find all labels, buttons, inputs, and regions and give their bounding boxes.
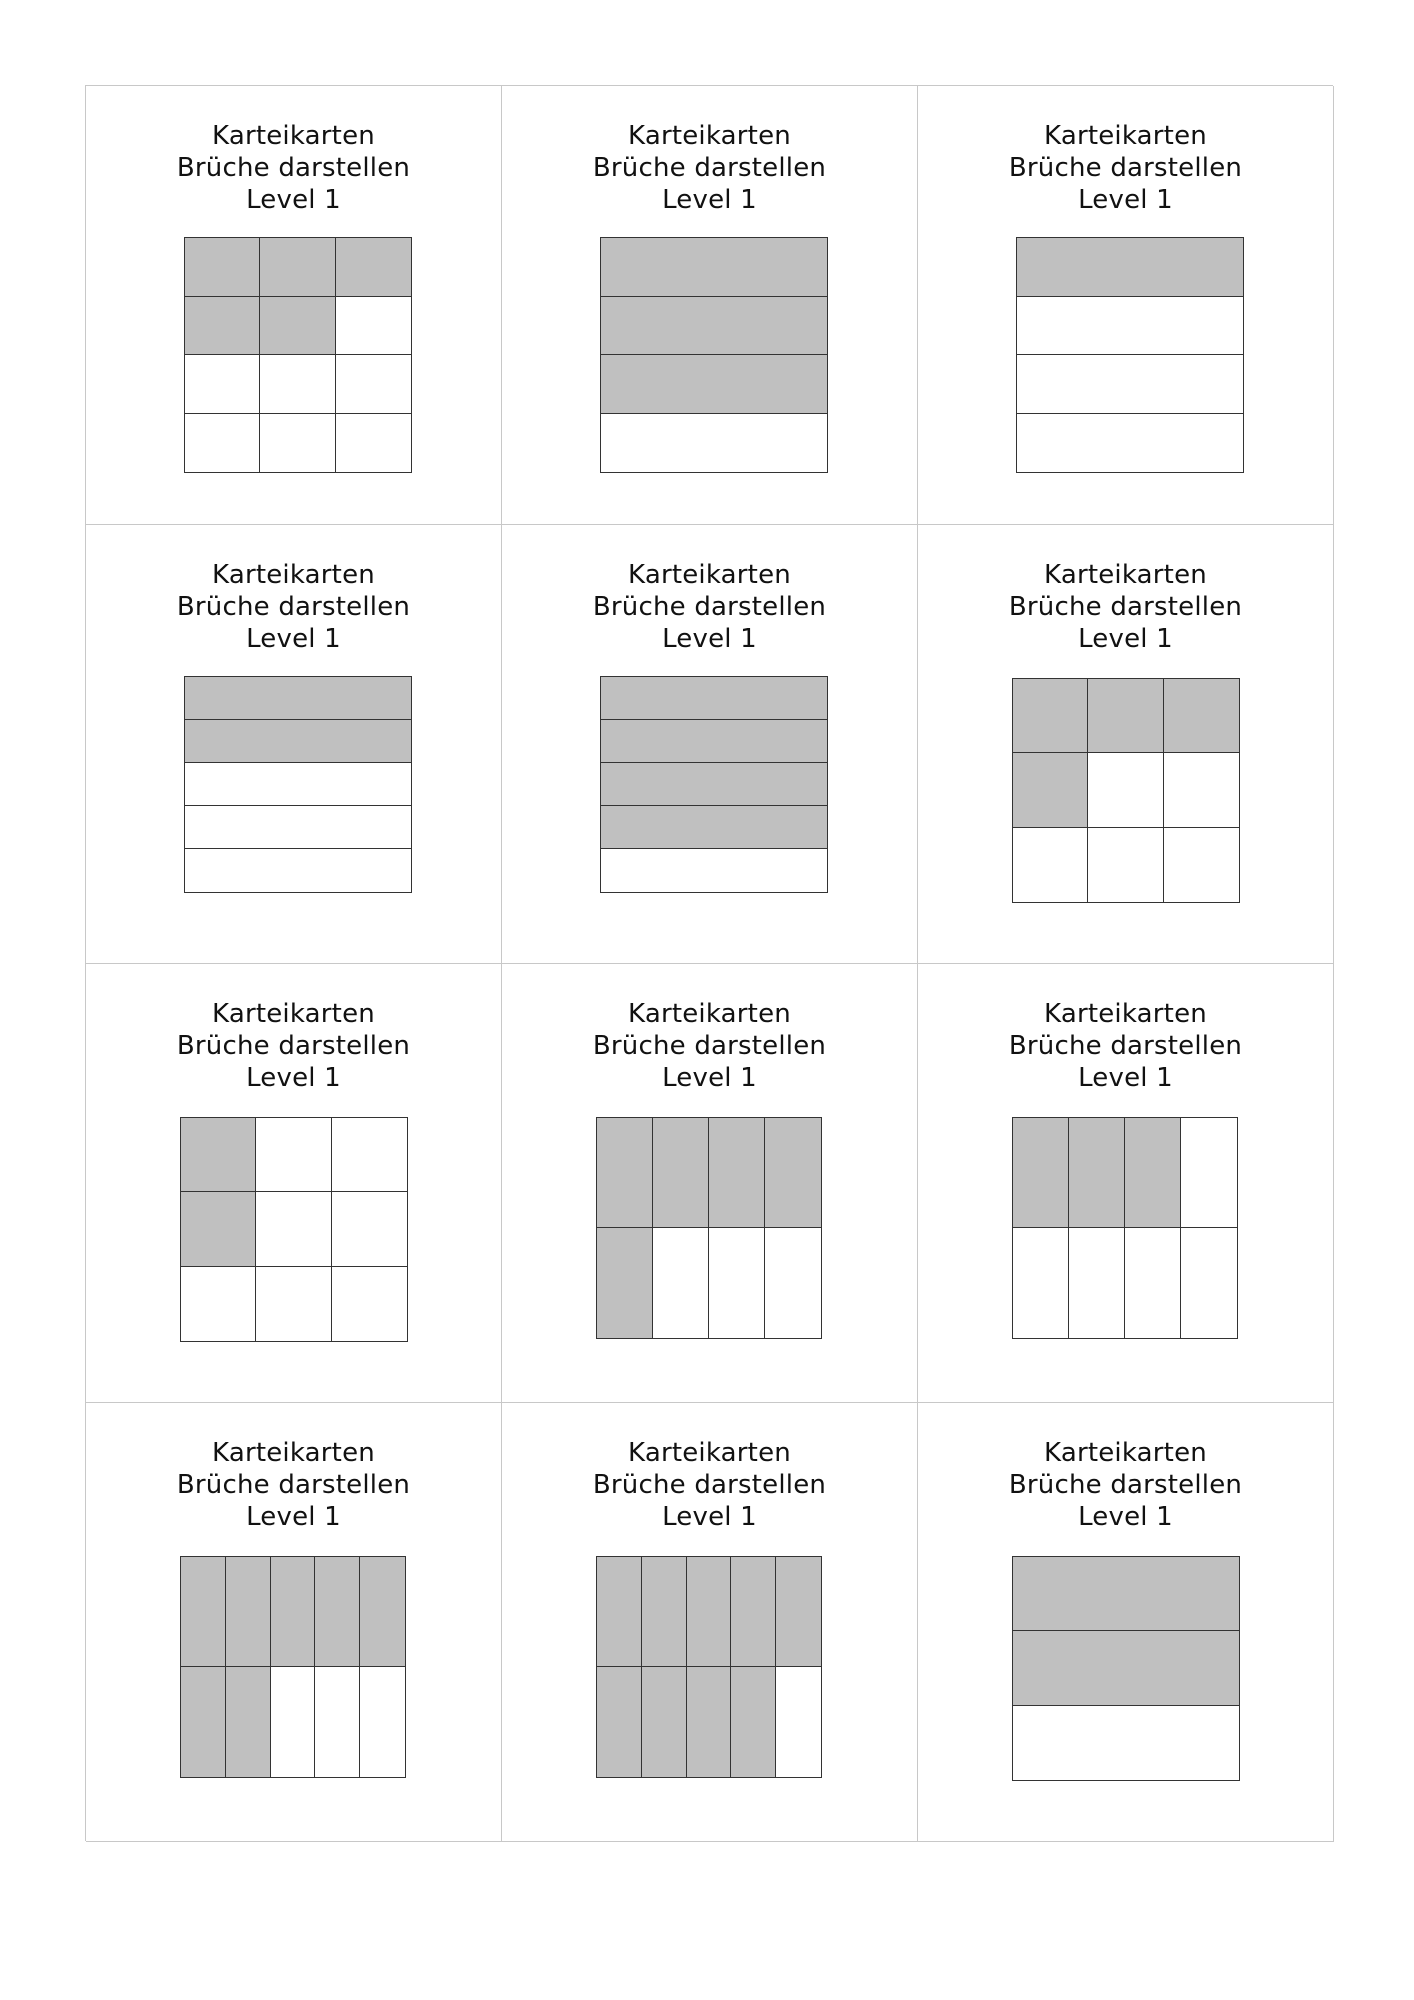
shaded-part <box>765 1118 821 1228</box>
flashcard <box>502 1403 918 1842</box>
shaded-part <box>601 238 827 297</box>
shaded-part <box>1088 679 1163 753</box>
shaded-part <box>687 1667 732 1777</box>
empty-part <box>185 355 260 414</box>
empty-part <box>181 1267 256 1341</box>
card-title-line: Brüche darstellen <box>1008 1031 1243 1061</box>
empty-part <box>336 414 411 473</box>
card-title-line: Karteikarten <box>1044 999 1207 1029</box>
shaded-part <box>601 806 827 849</box>
card-title-line: Level 1 <box>662 624 757 654</box>
empty-part <box>1088 753 1163 827</box>
empty-part <box>1164 828 1239 902</box>
fraction-diagram <box>180 1556 406 1778</box>
empty-part <box>1017 297 1243 356</box>
empty-part <box>185 806 411 849</box>
flashcard <box>918 1403 1334 1842</box>
card-title-line: Karteikarten <box>212 999 375 1029</box>
empty-part <box>1013 828 1088 902</box>
empty-part <box>336 355 411 414</box>
card-title <box>502 998 917 1094</box>
empty-part <box>332 1118 407 1192</box>
shaded-part <box>185 238 260 297</box>
empty-part <box>1013 1706 1239 1780</box>
shaded-part <box>271 1557 316 1667</box>
empty-part <box>1069 1228 1125 1338</box>
flashcard <box>502 525 918 964</box>
fraction-diagram <box>184 676 412 893</box>
shaded-part <box>181 1667 226 1777</box>
shaded-part <box>1069 1118 1125 1228</box>
card-title-line: Level 1 <box>1078 1502 1173 1532</box>
empty-part <box>1013 1228 1069 1338</box>
empty-part <box>315 1667 360 1777</box>
fraction-diagram <box>600 237 828 473</box>
shaded-part <box>642 1557 687 1667</box>
shaded-part <box>601 355 827 414</box>
shaded-part <box>185 720 411 763</box>
flashcard <box>502 964 918 1403</box>
card-title-line: Karteikarten <box>1044 560 1207 590</box>
empty-part <box>332 1267 407 1341</box>
card-title-line: Brüche darstellen <box>176 153 411 183</box>
shaded-part <box>1013 1557 1239 1631</box>
empty-part <box>256 1267 331 1341</box>
card-title-line: Level 1 <box>246 1063 341 1093</box>
fraction-diagram <box>596 1117 822 1339</box>
card-title-line: Brüche darstellen <box>592 1031 827 1061</box>
flashcard <box>86 964 502 1403</box>
card-title-line: Karteikarten <box>212 1438 375 1468</box>
card-title-line: Brüche darstellen <box>176 1470 411 1500</box>
shaded-part <box>597 1228 653 1338</box>
shaded-part <box>597 1667 642 1777</box>
card-title-line: Brüche darstellen <box>1008 1470 1243 1500</box>
shaded-part <box>185 297 260 356</box>
shaded-part <box>181 1118 256 1192</box>
fraction-diagram <box>1012 1117 1238 1339</box>
fraction-diagram <box>184 237 412 473</box>
flashcard <box>502 86 918 525</box>
fraction-diagram <box>1016 237 1244 473</box>
shaded-part <box>597 1118 653 1228</box>
shaded-part <box>731 1667 776 1777</box>
empty-part <box>776 1667 821 1777</box>
card-title <box>918 120 1333 216</box>
empty-part <box>271 1667 316 1777</box>
card-title-line: Brüche darstellen <box>1008 592 1243 622</box>
card-title-line: Brüche darstellen <box>176 1031 411 1061</box>
empty-part <box>1017 414 1243 473</box>
shaded-part <box>315 1557 360 1667</box>
shaded-part <box>601 297 827 356</box>
shaded-part <box>1013 1118 1069 1228</box>
card-title <box>86 120 501 216</box>
shaded-part <box>260 297 335 356</box>
shaded-part <box>1013 1631 1239 1705</box>
empty-part <box>1088 828 1163 902</box>
empty-part <box>185 763 411 806</box>
card-title <box>86 998 501 1094</box>
flashcard <box>86 86 502 525</box>
shaded-part <box>776 1557 821 1667</box>
shaded-part <box>1013 753 1088 827</box>
empty-part <box>1017 355 1243 414</box>
card-title <box>86 1437 501 1533</box>
card-title-line: Brüche darstellen <box>592 1470 827 1500</box>
card-title-line: Level 1 <box>662 185 757 215</box>
card-title-line: Karteikarten <box>628 121 791 151</box>
fraction-diagram <box>596 1556 822 1778</box>
card-title-line: Level 1 <box>246 624 341 654</box>
shaded-part <box>687 1557 732 1667</box>
shaded-part <box>709 1118 765 1228</box>
empty-part <box>336 297 411 356</box>
card-title <box>918 998 1333 1094</box>
empty-part <box>260 355 335 414</box>
card-title-line: Karteikarten <box>628 560 791 590</box>
card-title-line: Karteikarten <box>212 560 375 590</box>
card-title-line: Karteikarten <box>212 121 375 151</box>
shaded-part <box>181 1557 226 1667</box>
empty-part <box>765 1228 821 1338</box>
card-title-line: Level 1 <box>246 185 341 215</box>
shaded-part <box>653 1118 709 1228</box>
flashcard <box>918 525 1334 964</box>
flashcard <box>918 86 1334 525</box>
flashcard <box>86 1403 502 1842</box>
shaded-part <box>601 677 827 720</box>
shaded-part <box>1017 238 1243 297</box>
empty-part <box>1125 1228 1181 1338</box>
card-title-line: Karteikarten <box>628 1438 791 1468</box>
shaded-part <box>597 1557 642 1667</box>
card-title-line: Brüche darstellen <box>1008 153 1243 183</box>
fraction-diagram <box>180 1117 408 1342</box>
empty-part <box>1181 1118 1237 1228</box>
empty-part <box>601 849 827 892</box>
shaded-part <box>360 1557 405 1667</box>
fraction-diagram <box>1012 1556 1240 1781</box>
fraction-diagram <box>1012 678 1240 903</box>
shaded-part <box>226 1667 271 1777</box>
fraction-diagram <box>600 676 828 893</box>
card-title-line: Brüche darstellen <box>592 153 827 183</box>
shaded-part <box>1125 1118 1181 1228</box>
card-title <box>918 1437 1333 1533</box>
shaded-part <box>181 1192 256 1266</box>
empty-part <box>601 414 827 473</box>
shaded-part <box>260 238 335 297</box>
flashcard <box>86 525 502 964</box>
empty-part <box>1164 753 1239 827</box>
flashcard <box>918 964 1334 1403</box>
card-title-line: Karteikarten <box>1044 1438 1207 1468</box>
empty-part <box>1181 1228 1237 1338</box>
card-title-line: Karteikarten <box>1044 121 1207 151</box>
card-title-line: Level 1 <box>1078 624 1173 654</box>
card-title <box>502 120 917 216</box>
flashcard-sheet <box>85 85 1333 1841</box>
card-title-line: Brüche darstellen <box>592 592 827 622</box>
empty-part <box>256 1118 331 1192</box>
card-title <box>502 559 917 655</box>
card-title-line: Karteikarten <box>628 999 791 1029</box>
card-title <box>86 559 501 655</box>
shaded-part <box>336 238 411 297</box>
shaded-part <box>731 1557 776 1667</box>
empty-part <box>256 1192 331 1266</box>
card-title <box>918 559 1333 655</box>
shaded-part <box>185 677 411 720</box>
card-title-line: Level 1 <box>246 1502 341 1532</box>
card-title-line: Level 1 <box>662 1063 757 1093</box>
card-title-line: Level 1 <box>1078 1063 1173 1093</box>
shaded-part <box>601 763 827 806</box>
empty-part <box>653 1228 709 1338</box>
shaded-part <box>1164 679 1239 753</box>
shaded-part <box>226 1557 271 1667</box>
card-title-line: Level 1 <box>1078 185 1173 215</box>
shaded-part <box>1013 679 1088 753</box>
card-title-line: Brüche darstellen <box>176 592 411 622</box>
card-title <box>502 1437 917 1533</box>
empty-part <box>332 1192 407 1266</box>
shaded-part <box>642 1667 687 1777</box>
empty-part <box>709 1228 765 1338</box>
empty-part <box>185 414 260 473</box>
empty-part <box>260 414 335 473</box>
card-title-line: Level 1 <box>662 1502 757 1532</box>
shaded-part <box>601 720 827 763</box>
empty-part <box>360 1667 405 1777</box>
empty-part <box>185 849 411 892</box>
